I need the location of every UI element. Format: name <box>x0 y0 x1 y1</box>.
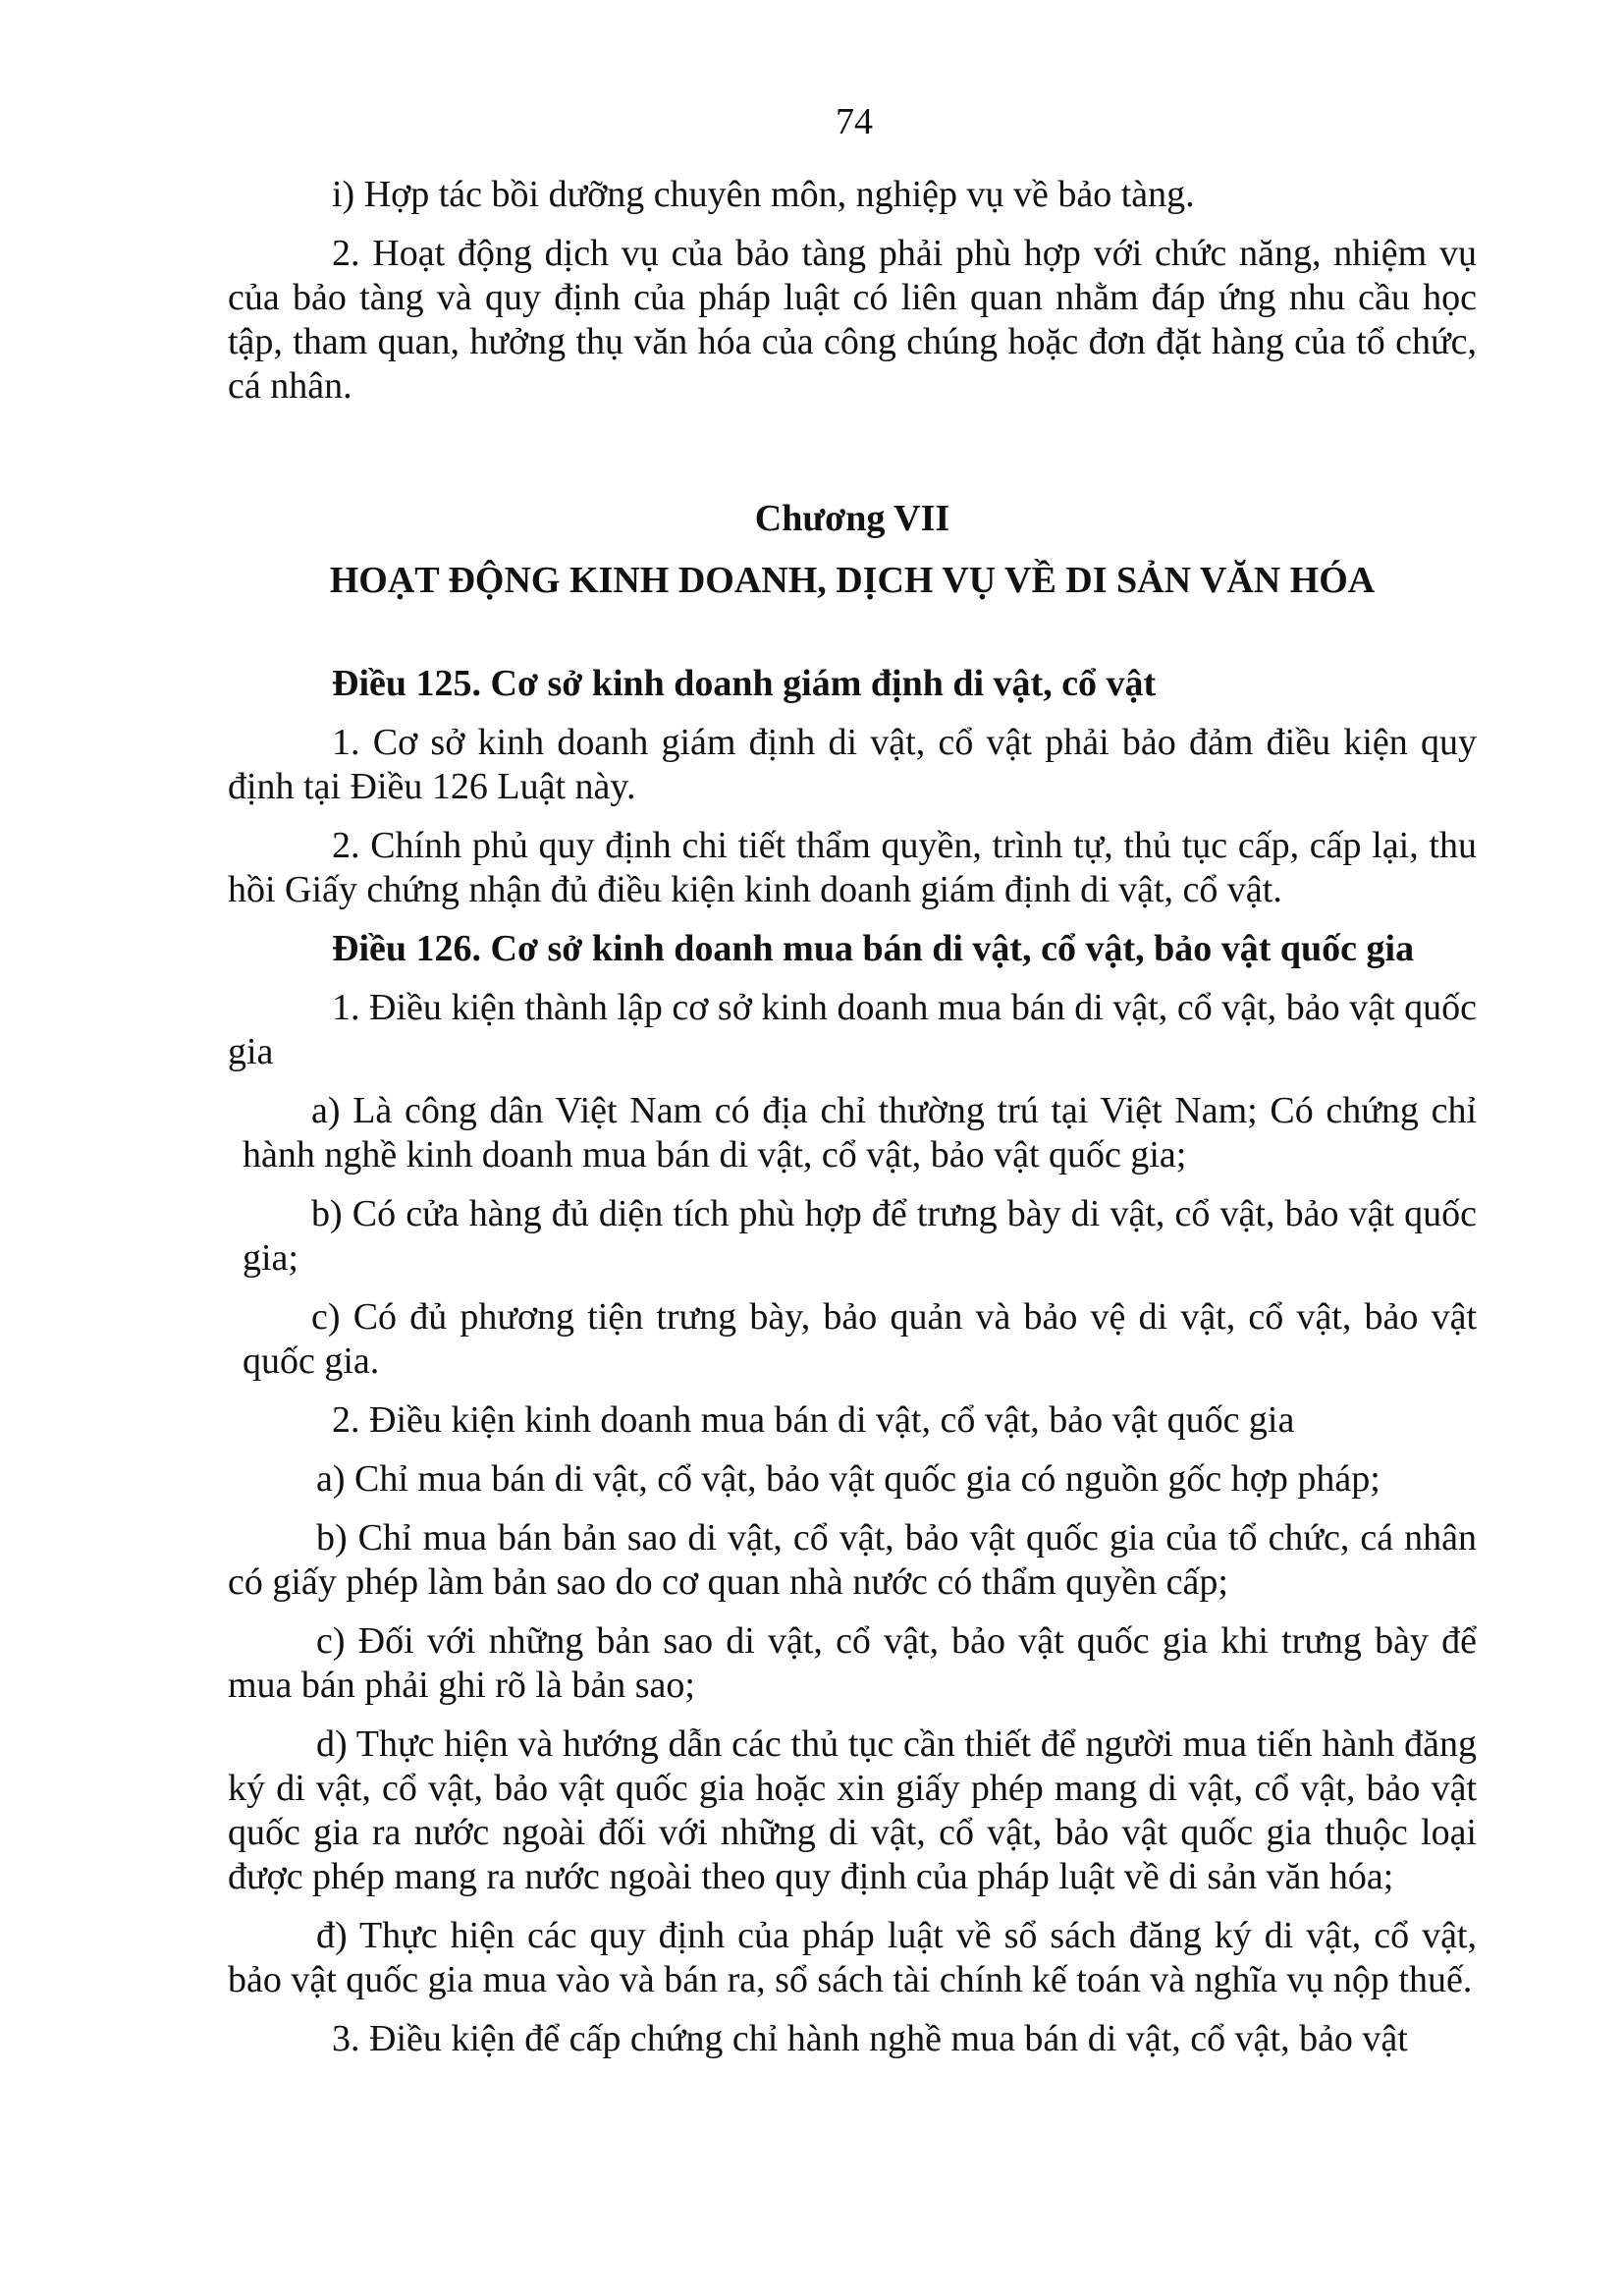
article-125-clause-2: 2. Chính phủ quy định chi tiết thẩm quyền, trình tự, thủ tục cấp, cấp lại, thu hồi Giấy chứng nhận đủ điều kiện kinh doanh giám định di vật, cổ vật. <box>228 825 1477 910</box>
document-body <box>228 173 1477 2076</box>
article-126-clause-1: 1. Điều kiện thành lập cơ sở kinh doanh mua bán di vật, cổ vật, bảo vật quốc gia <box>228 987 1477 1072</box>
article-125-heading: Điều 125. Cơ sở kinh doanh giám định di vật, cổ vật <box>332 663 1157 704</box>
paragraph-item-i: i) Hợp tác bồi dưỡng chuyên môn, nghiệp vụ về bảo tàng. <box>332 174 1195 215</box>
article-126-clause-2d: d) Thực hiện và hướng dẫn các thủ tục cần thiết để người mua tiến hành đăng ký di vật, cổ vật, bảo vật quốc gia hoặc xin giấy phép mang di vật, cổ vật, bảo vật quốc gia ra nước ngoài đối với những di vật, cổ vật, bảo vật quốc gia thuộc loại được phép mang ra nước ngoài theo quy định của pháp luật về di sản văn hóa; <box>228 1723 1477 1897</box>
article-126-clause-2c: c) Đối với những bản sao di vật, cổ vật, bảo vật quốc gia khi trưng bày để mua bán phải ghi rõ là bản sao; <box>228 1620 1477 1706</box>
paragraph-museum-services: 2. Hoạt động dịch vụ của bảo tàng phải phù hợp với chức năng, nhiệm vụ của bảo tàng và quy định của pháp luật có liên quan nhằm đáp ứng nhu cầu học tập, tham quan, hưởng thụ văn hóa của công chúng hoặc đơn đặt hàng của tổ chức, cá nhân. <box>228 233 1477 407</box>
article-126-clause-2b: b) Chỉ mua bán bản sao di vật, cổ vật, bảo vật quốc gia của tổ chức, cá nhân có giấy phép làm bản sao do cơ quan nhà nước có thẩm quyền cấp; <box>228 1517 1477 1603</box>
article-126-clause-1c: c) Có đủ phương tiện trưng bày, bảo quản và bảo vệ di vật, cổ vật, bảo vật quốc gia. <box>243 1296 1477 1382</box>
chapter-title: HOẠT ĐỘNG KINH DOANH, DỊCH VỤ VỀ DI SẢN VĂN HÓA <box>329 560 1376 601</box>
article-126-clause-1a: a) Là công dân Việt Nam có địa chỉ thường trú tại Việt Nam; Có chứng chỉ hành nghề kinh doanh mua bán di vật, cổ vật, bảo vật quốc gia; <box>243 1090 1477 1175</box>
article-126-heading: Điều 126. Cơ sở kinh doanh mua bán di vật, cổ vật, bảo vật quốc gia <box>332 928 1415 969</box>
page-number: 74 <box>836 101 873 142</box>
article-125-clause-1: 1. Cơ sở kinh doanh giám định di vật, cổ vật phải bảo đảm điều kiện quy định tại Điều 126 Luật này. <box>228 722 1477 807</box>
chapter-number: Chương VII <box>754 498 950 539</box>
article-126-clause-3: 3. Điều kiện để cấp chứng chỉ hành nghề mua bán di vật, cổ vật, bảo vật <box>332 2018 1408 2059</box>
article-126-clause-2dd: đ) Thực hiện các quy định của pháp luật về sổ sách đăng ký di vật, cổ vật, bảo vật quốc gia mua vào và bán ra, sổ sách tài chính kế toán và nghĩa vụ nộp thuế. <box>228 1915 1477 2000</box>
article-126-clause-2: 2. Điều kiện kinh doanh mua bán di vật, cổ vật, bảo vật quốc gia <box>332 1399 1295 1441</box>
article-126-clause-1b: b) Có cửa hàng đủ diện tích phù hợp để trưng bày di vật, cổ vật, bảo vật quốc gia; <box>243 1193 1477 1279</box>
article-126-clause-2a: a) Chỉ mua bán di vật, cổ vật, bảo vật quốc gia có nguồn gốc hợp pháp; <box>316 1458 1380 1500</box>
